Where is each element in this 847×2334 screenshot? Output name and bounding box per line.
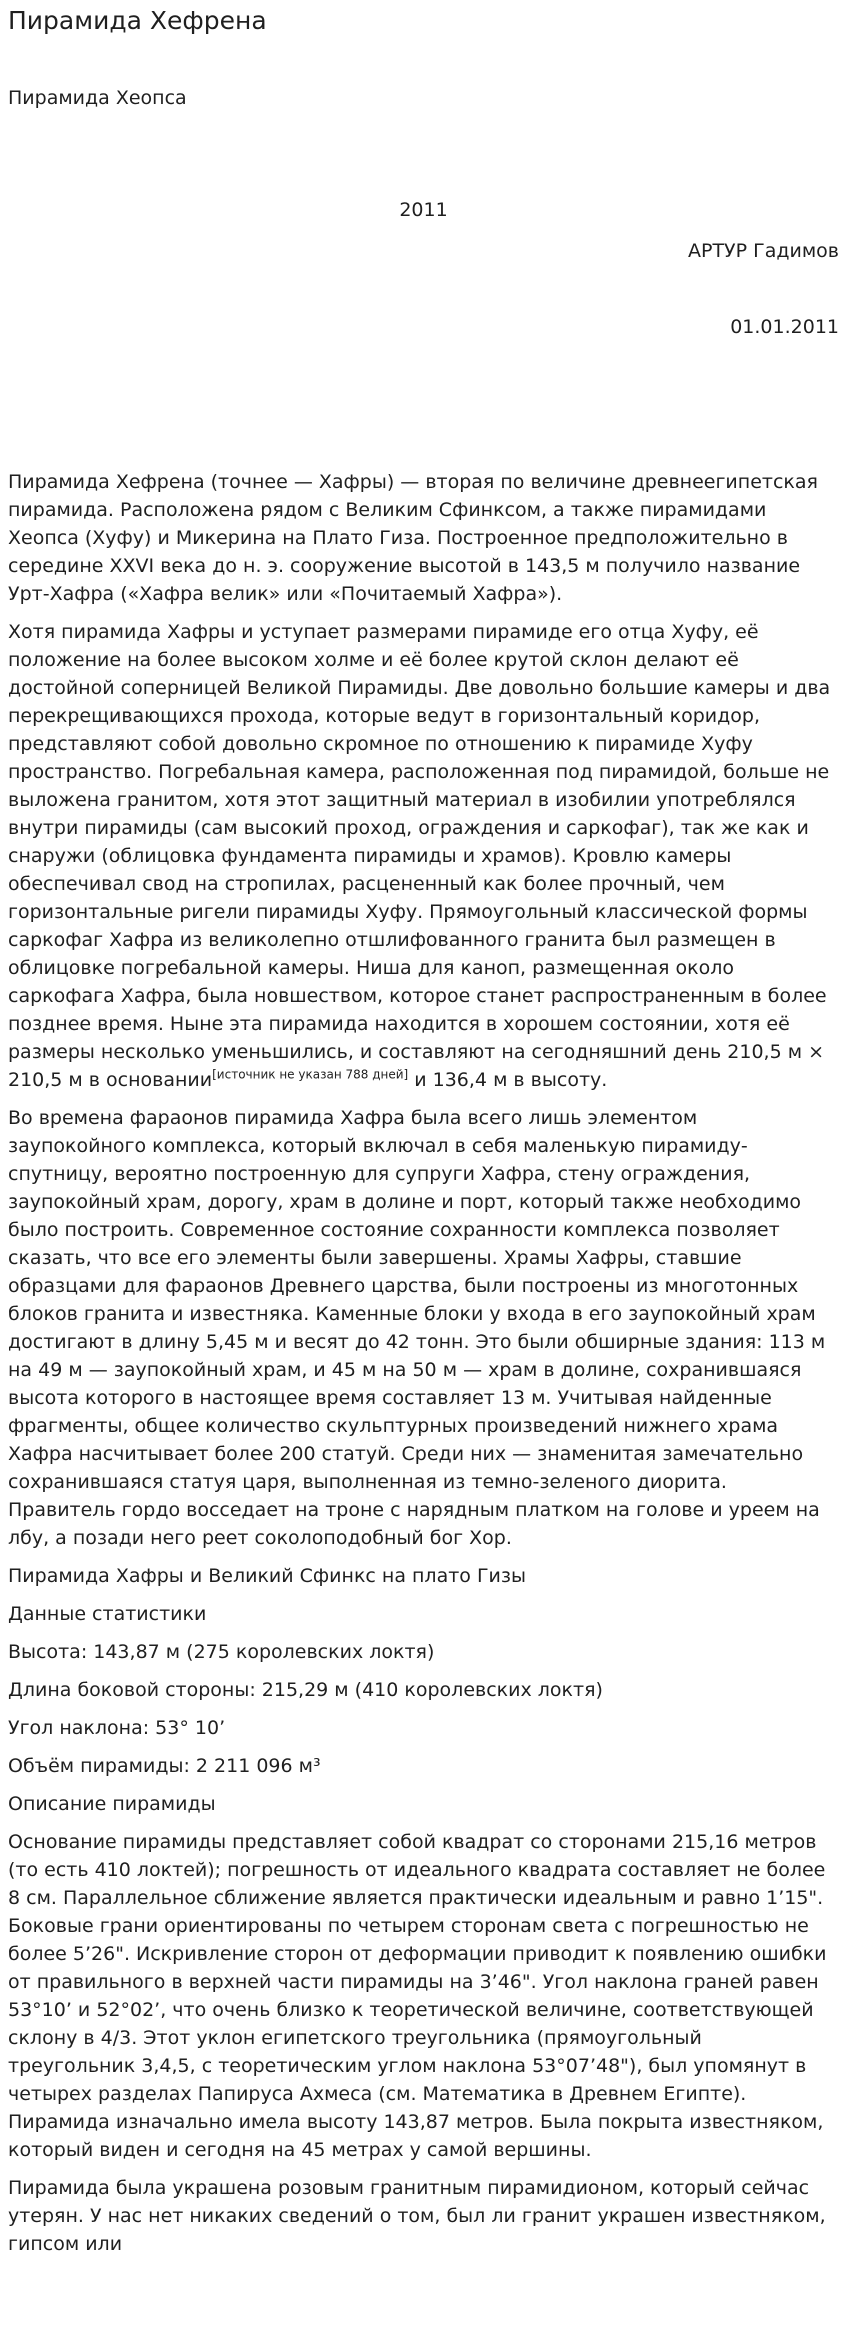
stat-slope-angle: Угол наклона: 53° 10’ xyxy=(8,1717,226,1739)
document-title: Пирамида Хефрена xyxy=(8,6,267,35)
section-heading-description: Описание пирамиды xyxy=(8,1793,216,1815)
document-year: 2011 xyxy=(399,199,448,221)
document-subtitle: Пирамида Хеопса xyxy=(8,87,187,109)
stat-side-length: Длина боковой стороны: 215,29 м (410 королевских локтя) xyxy=(8,1679,603,1701)
stat-volume: Объём пирамиды: 2 211 096 м³ xyxy=(8,1755,321,1777)
document-date: 01.01.2011 xyxy=(730,316,839,338)
paragraph-intro: Пирамида Хефрена (точнее — Хафры) — вторая по величине древнеегипетская пирамида. Расположена рядом с Великим Сфинксом, а также пирамидами Хеопса (Хуфу) и Микерина на Плато Гиза. Построенное предположительно в середине XXVI века до н. э. сооружение высотой в 143,5 м получило название Урт-Хафра («Хафра велик» или «Почитаемый Хафра»). xyxy=(8,471,818,605)
document-body xyxy=(8,468,834,2268)
section-heading-statistics: Данные статистики xyxy=(8,1603,207,1625)
paragraph-interior-text: Хотя пирамида Хафры и уступает размерами пирамиде его отца Хуфу, её положение на более высоком холме и её более крутой склон делают её достойной соперницей Великой Пирамиды. Две довольно большие камеры и два перекрещивающихся прохода, которые ведут в горизонтальный коридор, представляют собой довольно скромное по отношению к пирамиде Хуфу пространство. Погребальная камера, расположенная под пирамидой, больше не выложена гранитом, хотя этот защитный материал в изобилии употреблялся внутри пирамиды (сам высокий проход, ограждения и саркофаг), так же как и снаружи (облицовка фундамента пирамиды и храмов). Кровлю камеры обеспечивал свод на стропилах, расцененный как более прочный, чем горизонтальные ригели пирамиды Хуфу. Прямоугольный классической формы саркофаг Хафра из великолепно отшлифованного гранита был размещен в облицовке погребальной камеры. Ниша для каноп, размещенная около саркофага Хафра, была новшеством, которое станет распространенным в более позднее время. Ныне эта пирамида находится в хорошем состоянии, хотя её размеры несколько уменьшились, и составляют на сегодняшний день 210,5 м × 210,5 м в основании xyxy=(8,621,831,1091)
image-caption: Пирамида Хафры и Великий Сфинкс на плато Гизы xyxy=(8,1565,526,1587)
paragraph-complex: Во времена фараонов пирамида Хафра была всего лишь элементом заупокойного комплекса, который включал в себя маленькую пирамиду-спутницу, вероятно построенную для супруги Хафра, стену ограждения, заупокойный храм, дорогу, храм в долине и порт, который также необходимо было построить. Современное состояние сохранности комплекса позволяет сказать, что все его элементы были завершены. Храмы Хафры, ставшие образцами для фараонов Древнего царства, были построены из многотонных блоков гранита и известняка. Каменные блоки у входа в его заупокойный храм достигают в длину 5,45 м и весят до 42 тонн. Это были обширные здания: 113 м на 49 м — заупокойный храм, и 45 м на 50 м — храм в долине, сохранившаяся высота которого в настоящее время составляет 13 м. Учитывая найденные фрагменты, общее количество скульптурных произведений нижнего храма Хафра насчитывает более 200 статуй. Среди них — знаменитая замечательно сохранившаяся статуя царя, выполненная из темно-зеленого диорита. Правитель гордо восседает на троне с нарядным платком на голове и уреем на лбу, а позади него реет соколоподобный бог Хор. xyxy=(8,1107,826,1549)
paragraph-pyramidion: Пирамида была украшена розовым гранитным пирамидионом, который сейчас утерян. У нас нет никаких сведений о том, был ли гранит украшен известняком, гипсом или xyxy=(8,2177,826,2255)
citation-needed-link[interactable]: [источник не указан 788 дней] xyxy=(212,1067,409,1082)
paragraph-interior-tail: и 136,4 м в высоту. xyxy=(408,1069,608,1091)
document-author: АРТУР Гадимов xyxy=(687,240,839,262)
paragraph-description: Основание пирамиды представляет собой квадрат со сторонами 215,16 метров (то есть 410 локтей); погрешность от идеального квадрата составляет не более 8 см. Параллельное сближение является практически идеальным и равно 1’15". Боковые грани ориентированы по четырем сторонам света с погрешностью не более 5’26". Искривление сторон от деформации приводит к появлению ошибки от правильного в верхней части пирамиды на 3’46". Угол наклона граней равен 53°10’ и 52°02’, что очень близко к теоретической величине, соответствующей склону в 4/3. Этот уклон египетского треугольника (прямоугольный треугольник 3,4,5, с теоретическим углом наклона 53°07’48"), был упомянут в четырех разделах Папируса Ахмеса (см. Математика в Древнем Египте). Пирамида изначально имела высоту 143,87 метров. Была покрыта известняком, который виден и сегодня на 45 метрах у самой вершины. xyxy=(8,1831,827,2161)
stat-height: Высота: 143,87 м (275 королевских локтя) xyxy=(8,1641,435,1663)
paragraph-interior xyxy=(8,618,834,1094)
